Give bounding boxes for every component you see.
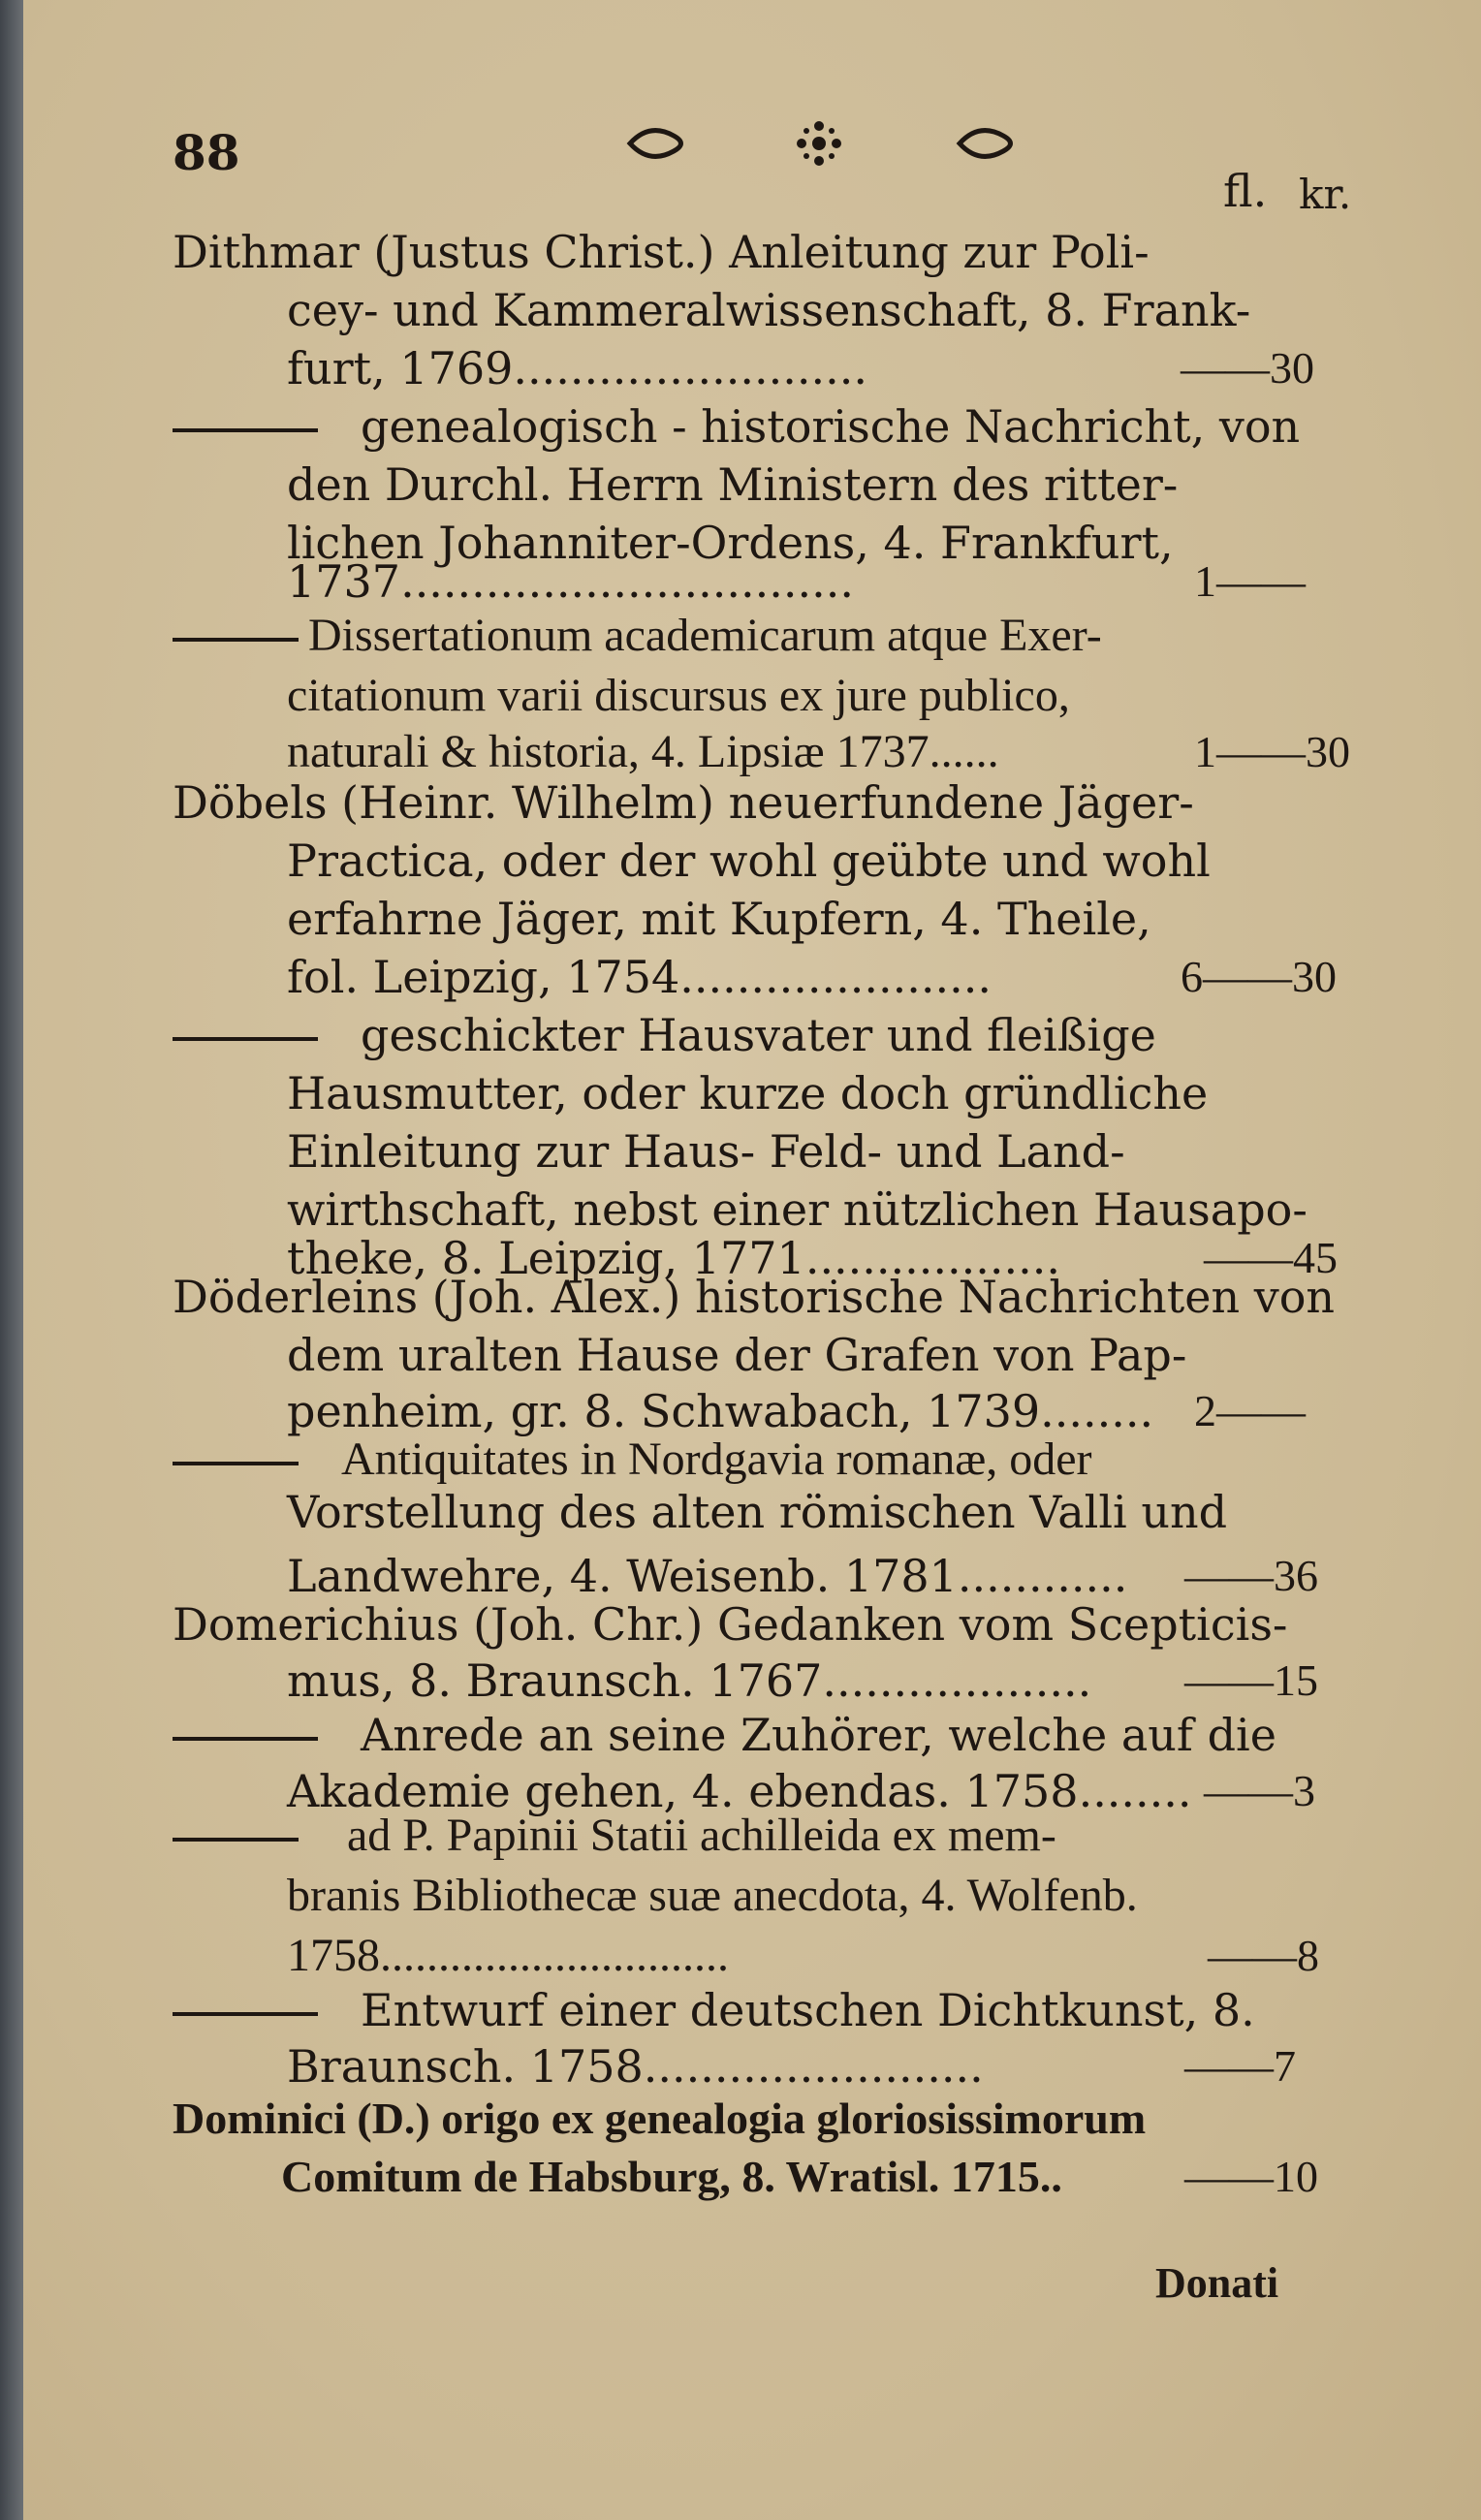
- entry-line: Akademie gehen, 4. ebendas. 1758........: [287, 1765, 1192, 1817]
- ditto-dash: [173, 428, 318, 432]
- entry-line: fol. Leipzig, 1754......................: [287, 951, 992, 1003]
- entry-line: wirthschaft, nebst einer nützlichen Hausapo-: [287, 1183, 1308, 1236]
- entry-line: Braunsch. 1758........................: [287, 2040, 984, 2093]
- entry-line-first: [173, 1983, 1255, 2037]
- entry-line: cey- und Kammeralwissenschaft, 8. Frank-: [287, 284, 1251, 336]
- entry-line: Hausmutter, oder kurze doch gründliche: [287, 1067, 1209, 1119]
- entry-price: ——8: [1208, 1931, 1319, 1980]
- entry-line-first: [173, 1809, 1056, 1863]
- entry-line: Comitum de Habsburg, 8. Wratisl. 1715..: [281, 2152, 1062, 2201]
- ditto-dash: [173, 1037, 318, 1041]
- entry-price: ——15: [1184, 1655, 1318, 1705]
- entry-line: branis Bibliothecæ suæ anecdota, 4. Wolfenb.: [287, 1870, 1138, 1921]
- column-header-florin: fl.: [1223, 165, 1268, 217]
- entry-line-text: Entwurf einer deutschen Dichtkunst, 8.: [361, 1984, 1255, 2036]
- entry-line: Döderleins (Joh. Alex.) historische Nachrichten von: [173, 1271, 1336, 1323]
- entry-price: ——3: [1204, 1766, 1315, 1815]
- entry-line: Einleitung zur Haus- Feld- und Land-: [287, 1125, 1125, 1178]
- entry-price: ——36: [1184, 1551, 1318, 1600]
- entry-line-text: genealogisch - historische Nachricht, von: [361, 400, 1301, 453]
- ditto-dash: [173, 638, 299, 642]
- entry-line-text: Anrede an seine Zuhörer, welche auf die: [361, 1709, 1276, 1761]
- entry-line: lichen Johanniter-Ordens, 4. Frankfurt,: [287, 517, 1174, 569]
- entry-line-text: ad P. Papinii Statii achilleida ex mem-: [347, 1810, 1056, 1861]
- entry-line-first: [173, 1008, 1156, 1062]
- entry-price: 1——: [1194, 556, 1306, 606]
- entry-line: 1737................................: [287, 555, 854, 608]
- catchword: Donati: [1155, 2259, 1279, 2307]
- entry-line-first: [173, 609, 1102, 663]
- column-header-kreuzer: kr.: [1299, 171, 1352, 218]
- entry-line: den Durchl. Herrn Ministern des ritter-: [287, 458, 1179, 511]
- entry-price: ——30: [1181, 343, 1314, 393]
- entry-line-first: [173, 1708, 1276, 1762]
- entry-price: 2——: [1194, 1386, 1306, 1435]
- entry-line: citationum varii discursus ex jure publico,: [287, 670, 1070, 721]
- entry-line: erfahrne Jäger, mit Kupfern, 4. Theile,: [287, 893, 1151, 945]
- entry-line: 1758..............................: [287, 1930, 729, 1981]
- ditto-dash: [173, 1737, 318, 1741]
- entry-line: dem uralten Hause der Grafen von Pap-: [287, 1329, 1187, 1381]
- ornament-divider-icon: [620, 114, 1018, 173]
- entry-price: ——10: [1184, 2152, 1318, 2201]
- entry-line: furt, 1769.........................: [287, 342, 867, 394]
- page-edge-shadow: [0, 0, 23, 2520]
- entry-line: Dominici (D.) origo ex genealogia gloriosissimorum: [173, 2094, 1147, 2143]
- entry-line-text: geschickter Hausvater und fleißige: [361, 1009, 1156, 1061]
- entry-line: Landwehre, 4. Weisenb. 1781............: [287, 1550, 1128, 1602]
- entry-price: ——7: [1184, 2041, 1296, 2091]
- entry-line: Dithmar (Justus Christ.) Anleitung zur Poli-: [173, 226, 1150, 278]
- entry-price: 6——30: [1181, 952, 1337, 1001]
- entry-price: ——45: [1204, 1233, 1338, 1282]
- entry-line: Practica, oder der wohl geübte und wohl: [287, 835, 1211, 887]
- entry-line: Döbels (Heinr. Wilhelm) neuerfundene Jäger-: [173, 776, 1194, 829]
- ditto-dash: [173, 2012, 318, 2016]
- entry-line: mus, 8. Braunsch. 1767...................: [287, 1654, 1092, 1707]
- entry-line-first: [173, 1433, 1092, 1487]
- ditto-dash: [173, 1462, 299, 1465]
- entry-line-text: Antiquitates in Nordgavia romanæ, oder: [341, 1433, 1092, 1485]
- entry-line: Vorstellung des alten römischen Valli und: [287, 1486, 1228, 1538]
- entry-line: theke, 8. Leipzig, 1771..................: [287, 1232, 1061, 1284]
- entry-price: 1——30: [1194, 727, 1350, 776]
- entry-line: naturali & historia, 4. Lipsiæ 1737......: [287, 726, 999, 777]
- entry-line-text: Dissertationum academicarum atque Exer-: [308, 610, 1102, 661]
- ditto-dash: [173, 1838, 299, 1842]
- page-number: 88: [173, 124, 240, 181]
- entry-line: penheim, gr. 8. Schwabach, 1739........: [287, 1385, 1154, 1437]
- entry-line-first: [173, 399, 1300, 454]
- entry-line: Domerichius (Joh. Chr.) Gedanken vom Scepticis-: [173, 1598, 1288, 1651]
